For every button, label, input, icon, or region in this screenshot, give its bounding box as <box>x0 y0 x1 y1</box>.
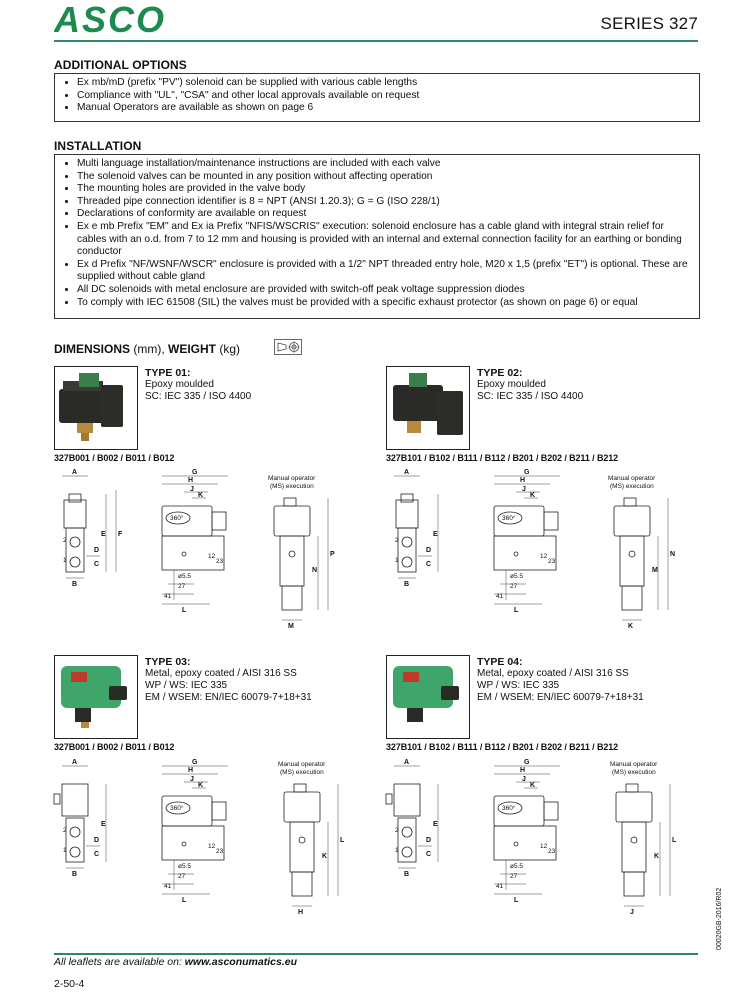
label-b: B <box>404 871 410 878</box>
projection-symbol-icon <box>274 339 302 355</box>
dim-12-label: 12 <box>540 843 548 850</box>
label-k: K <box>530 492 536 499</box>
manual-operator-label: Manual operator <box>268 475 316 482</box>
installation-box <box>54 154 700 319</box>
type-04-codes: 327B101 / B102 / B111 / B112 / B201 / B202 / B211 / B212 <box>386 742 619 752</box>
dim-12-label: 12 <box>208 843 216 850</box>
port-2-label: 2 <box>395 827 399 834</box>
label-b: B <box>72 581 78 588</box>
type-02-line-1: Epoxy moulded <box>477 379 546 390</box>
label-c: C <box>426 851 432 858</box>
label-d: D <box>94 547 100 554</box>
additional-options-title: ADDITIONAL OPTIONS <box>54 58 187 72</box>
label-c: C <box>94 561 100 568</box>
label-g: G <box>524 759 530 766</box>
manual-operator-drawing <box>608 760 688 920</box>
label-m: M <box>288 623 294 630</box>
page-number: 2-50-4 <box>54 978 85 990</box>
dim-23-label: 23 <box>548 558 556 565</box>
label-b: B <box>72 871 78 878</box>
installation-item: • Declarations of conformity are available on request <box>77 208 691 221</box>
label-k: K <box>530 782 536 789</box>
port-2-label: 2 <box>63 537 67 544</box>
additional-option-item: • Compliance with "UL", "CSA" and other local approvals available on request <box>77 90 691 103</box>
footer-divider <box>54 953 698 955</box>
dim-12-label: 12 <box>208 553 216 560</box>
port-2-label: 2 <box>395 537 399 544</box>
metal-enclosure-image <box>55 656 137 738</box>
label-a: A <box>72 469 78 476</box>
hole-diameter-label: ø5.5 <box>510 573 524 580</box>
type-04-photo <box>386 655 470 739</box>
label-h: H <box>298 909 304 916</box>
type-03-title: TYPE 03: <box>145 656 191 668</box>
label-n: N <box>312 567 318 574</box>
manual-operator-drawing <box>276 760 356 920</box>
installation-list <box>63 158 691 309</box>
label-k: K <box>322 853 328 860</box>
installation-item: • Multi language installation/maintenance instructions are included with each valve <box>77 158 691 171</box>
side-view-drawing <box>154 760 244 905</box>
document-code: 00020GB-2016/R02 <box>716 887 723 950</box>
port-1-label: 1 <box>63 557 67 564</box>
type-01-line-2: SC: IEC 335 / ISO 4400 <box>145 391 252 402</box>
installation-item: • The solenoid valves can be mounted in any position without affecting operation <box>77 171 691 184</box>
dim-12-label: 12 <box>540 553 548 560</box>
label-f: F <box>118 531 123 538</box>
label-d: D <box>426 547 432 554</box>
type-01-description <box>145 367 251 403</box>
series-title: SERIES 327 <box>600 14 698 33</box>
asco-logo <box>54 2 178 36</box>
label-j: J <box>522 486 526 493</box>
asco-logo-text: ASCO <box>54 2 167 36</box>
installation-title: INSTALLATION <box>54 139 142 153</box>
label-j: J <box>522 776 526 783</box>
label-l: L <box>514 607 519 614</box>
label-a: A <box>404 759 410 766</box>
type-03-photo <box>54 655 138 739</box>
port-2-label: 2 <box>63 827 67 834</box>
label-h: H <box>520 767 526 774</box>
ms-execution-label: (MS) execution <box>270 483 314 490</box>
type-03-codes: 327B001 / B002 / B011 / B012 <box>54 742 175 752</box>
type-04-line-1: Metal, epoxy coated / AISI 316 SS <box>477 668 629 679</box>
ms-execution-label: (MS) execution <box>612 769 656 776</box>
installation-item: • Ex e mb Prefix "EM" and Ex ia Prefix "NFIS/WSCRIS" execution: solenoid enclosure has a cable gland with integral strain relief for cables with an o.d. from 7 to 12 mm and housing is provided with an internal and external connection facility for an earthing or bonding conductor <box>77 221 691 259</box>
installation-item: • Threaded pipe connection identifier is 8 = NPT (ANSI 1.20.3); G = G (ISO 228/1) <box>77 196 691 209</box>
label-g: G <box>524 469 530 476</box>
manual-operator-label: Manual operator <box>608 475 656 482</box>
side-view-drawing <box>154 470 244 615</box>
manual-operator-drawing <box>266 474 346 634</box>
dim-27-label: 27 <box>510 873 518 880</box>
label-p: P <box>330 551 335 558</box>
label-e: E <box>433 531 438 538</box>
label-n: N <box>670 551 676 558</box>
rotation-360-label: 360° <box>502 515 516 522</box>
label-k: K <box>628 623 634 630</box>
rotation-360-label: 360° <box>502 805 516 812</box>
label-l: L <box>340 837 345 844</box>
dim-41-label: 41 <box>164 883 172 890</box>
epoxy-coil-image <box>387 367 469 449</box>
manual-operator-drawing <box>606 474 686 634</box>
type-04-description <box>477 656 644 704</box>
label-l: L <box>182 897 187 904</box>
label-d: D <box>94 837 100 844</box>
dim-41-label: 41 <box>496 593 504 600</box>
label-k: K <box>198 782 204 789</box>
ms-execution-label: (MS) execution <box>280 769 324 776</box>
dim-23-label: 23 <box>216 848 224 855</box>
label-l: L <box>672 837 677 844</box>
type-03-line-1: Metal, epoxy coated / AISI 316 SS <box>145 668 297 679</box>
label-h: H <box>188 767 194 774</box>
label-m: M <box>652 567 658 574</box>
installation-item: • To comply with IEC 61508 (SIL) the valves must be provided with a specific exhaust protector (as shown on page 6) or equal <box>77 297 691 310</box>
additional-option-item: • Manual Operators are available as shown on page 6 <box>77 102 691 115</box>
rotation-360-label: 360° <box>170 515 184 522</box>
hole-diameter-label: ø5.5 <box>178 863 192 870</box>
label-d: D <box>426 837 432 844</box>
additional-options-list <box>63 77 691 115</box>
front-view-drawing <box>386 760 466 890</box>
port-1-label: 1 <box>395 847 399 854</box>
footer-note: All leaflets are available on: www.asconumatics.eu <box>54 956 297 968</box>
front-view-drawing <box>54 760 134 890</box>
label-g: G <box>192 469 198 476</box>
dim-27-label: 27 <box>178 873 186 880</box>
hole-diameter-label: ø5.5 <box>178 573 192 580</box>
type-02-codes: 327B101 / B102 / B111 / B112 / B201 / B202 / B211 / B212 <box>386 453 619 463</box>
additional-options-box <box>54 73 700 122</box>
type-04-line-3: EM / WSEM: EN/IEC 60079-7+18+31 <box>477 692 644 703</box>
header-divider <box>54 40 698 42</box>
label-j: J <box>190 486 194 493</box>
metal-enclosure-image <box>387 656 469 738</box>
type-02-line-2: SC: IEC 335 / ISO 4400 <box>477 391 584 402</box>
hole-diameter-label: ø5.5 <box>510 863 524 870</box>
label-l: L <box>182 607 187 614</box>
side-view-drawing <box>486 760 576 905</box>
label-k: K <box>654 853 660 860</box>
manual-operator-label: Manual operator <box>278 761 326 768</box>
type-01-photo <box>54 366 138 450</box>
label-e: E <box>101 821 106 828</box>
label-l: L <box>514 897 519 904</box>
label-j: J <box>630 909 634 916</box>
label-j: J <box>190 776 194 783</box>
rotation-360-label: 360° <box>170 805 184 812</box>
label-c: C <box>426 561 432 568</box>
label-k: K <box>198 492 204 499</box>
port-1-label: 1 <box>395 557 399 564</box>
dim-41-label: 41 <box>496 883 504 890</box>
additional-option-item: • Ex mb/mD (prefix "PV") solenoid can be supplied with various cable lengths <box>77 77 691 90</box>
type-04-line-2: WP / WS: IEC 335 <box>477 680 560 691</box>
installation-item: • The mounting holes are provided in the valve body <box>77 183 691 196</box>
ms-execution-label: (MS) execution <box>610 483 654 490</box>
epoxy-coil-image <box>55 367 137 449</box>
dim-23-label: 23 <box>548 848 556 855</box>
label-a: A <box>72 759 78 766</box>
label-h: H <box>188 477 194 484</box>
dim-23-label: 23 <box>216 558 224 565</box>
dim-27-label: 27 <box>178 583 186 590</box>
type-02-photo <box>386 366 470 450</box>
dim-41-label: 41 <box>164 593 172 600</box>
dimensions-title: DIMENSIONS (mm), WEIGHT (kg) <box>54 342 241 356</box>
type-01-codes: 327B001 / B002 / B011 / B012 <box>54 453 175 463</box>
label-c: C <box>94 851 100 858</box>
front-view-drawing <box>54 470 134 600</box>
type-01-line-1: Epoxy moulded <box>145 379 214 390</box>
type-03-line-3: EM / WSEM: EN/IEC 60079-7+18+31 <box>145 692 312 703</box>
front-view-drawing <box>386 470 466 600</box>
label-e: E <box>101 531 106 538</box>
type-01-title: TYPE 01: <box>145 367 191 379</box>
manual-operator-label: Manual operator <box>610 761 658 768</box>
label-h: H <box>520 477 526 484</box>
type-04-title: TYPE 04: <box>477 656 523 668</box>
dim-27-label: 27 <box>510 583 518 590</box>
type-03-description <box>145 656 312 704</box>
type-03-line-2: WP / WS: IEC 335 <box>145 680 228 691</box>
label-g: G <box>192 759 198 766</box>
footer-url: www.asconumatics.eu <box>184 956 297 968</box>
type-02-title: TYPE 02: <box>477 367 523 379</box>
installation-item: • Ex d Prefix "NF/WSNF/WSCR" enclosure is provided with a 1/2" NPT threaded entry hole, M20 x 1,5 (prefix "ET") is optional. These are supplied without cable gland <box>77 259 691 284</box>
type-02-description <box>477 367 583 403</box>
label-e: E <box>433 821 438 828</box>
side-view-drawing <box>486 470 576 615</box>
label-a: A <box>404 469 410 476</box>
port-1-label: 1 <box>63 847 67 854</box>
label-b: B <box>404 581 410 588</box>
installation-item: • All DC solenoids with metal enclosure are provided with switch-off peak voltage suppression diodes <box>77 284 691 297</box>
